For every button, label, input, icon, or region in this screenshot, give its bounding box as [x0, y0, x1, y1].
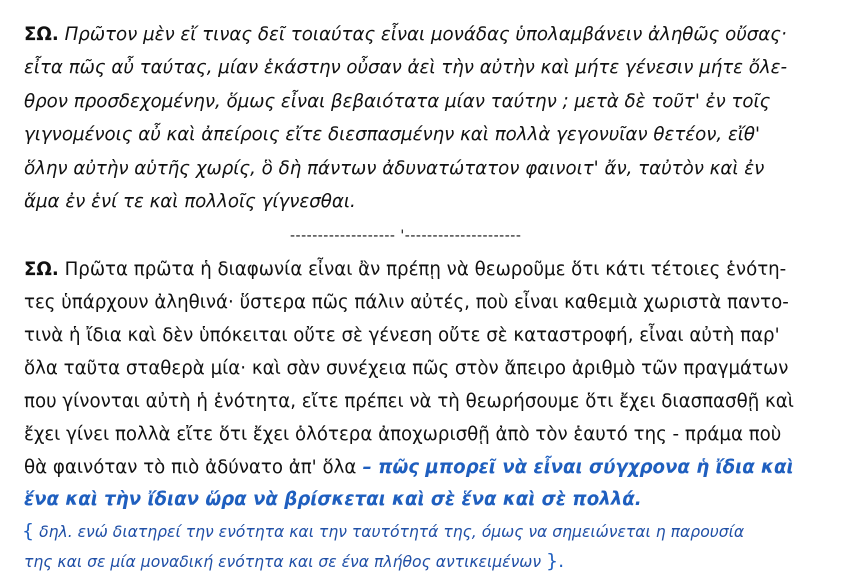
modern-line-2: τες ὑπάρχουν ἀληθινά· ὕστερα πῶς πάλιν αὐτές, ποὺ εἶναι καθεμιὰ χωριστὰ παντο- [24, 292, 789, 313]
modern-line-6: ἔχει γίνει πολλὰ εἴτε ὅτι ἔχει ὁλότερα ἀποχωρισθῇ ἀπὸ τὸν ἑαυτό της - πράμα ποὺ [24, 424, 782, 445]
modern-line-7 [24, 457, 794, 479]
open-brace: { [22, 520, 35, 542]
modern-line-5: που γίνονται αὐτὴ ἡ ἑνότητα, εἴτε πρέπει νὰ τὴ θεωρήσουμε ὅτι ἔχει διασπασθῇ καὶ [24, 391, 794, 412]
section-separator: ------------------- '--------------------- [290, 228, 522, 244]
note-line-2 [24, 550, 564, 573]
modern-line-4: ὅλα ταῦτα σταθερὰ μία· καὶ σὰν συνέχεια πῶς στὸν ἄπειρο ἀριθμὸ τῶν πραγμάτων [24, 358, 789, 379]
modern-text: Πρῶτα πρῶτα ἡ διαφωνία εἶναι ἂν πρέπῃ νὰ θεωροῦμε ὅτι κάτι τέτοιες ἑνότη- [64, 259, 787, 280]
speaker-label: ΣΩ. [24, 259, 59, 280]
ancient-line-4: γιγνομένοις αὖ καὶ ἀπείροις εἴτε διεσπασμένην καὶ πολλὰ γεγονυῖαν θετέον, εἴθ' [24, 124, 761, 145]
speaker-label: ΣΩ. [24, 24, 59, 45]
modern-line-8 [24, 489, 642, 511]
ancient-line-2: εἶτα πῶς αὖ ταύτας, μίαν ἑκάστην οὖσαν ἀεὶ τὴν αὐτὴν καὶ μήτε γένεσιν μήτε ὄλε- [24, 57, 788, 78]
close-brace: }. [546, 550, 565, 572]
ancient-line-5: ὅλην αὐτὴν αὑτῆς χωρίς, ὃ δὴ πάντων ἀδυνατώτατον φαινοιτ' ἄν, ταὐτὸν καὶ ἐν [24, 158, 765, 179]
modern-line-1 [24, 259, 786, 281]
emphasized-text: ἕνα καὶ τὴν ἴδιαν ὥρα νὰ βρίσκεται καὶ σὲ ἕνα καὶ σὲ πολλά. [24, 489, 642, 510]
modern-text: θὰ φαινόταν τὸ πιὸ ἀδύνατο ἀπ' ὅλα [24, 457, 357, 478]
emphasis-dash: – [356, 457, 379, 478]
note-line-1 [22, 520, 744, 543]
ancient-line-6: ἅμα ἐν ἑνί τε καὶ πολλοῖς γίγνεσθαι. [24, 191, 356, 212]
note-text: δηλ. ενώ διατηρεί την ενότητα και την ταυτότητά της, όμως να σημειώνεται η παρουσία [39, 523, 745, 541]
emphasized-text: πῶς μπορεῖ νὰ εἶναι σύγχρονα ἡ ἴδια καὶ [378, 457, 794, 478]
ancient-line-3: θρον προσδεχομένην, ὅμως εἶναι βεβαιότατα μίαν ταύτην ; μετὰ δὲ τοῦτ' ἐν τοῖς [24, 91, 771, 112]
note-text: της και σε μία μοναδική ενότητα και σε ένα πλήθος αντικειμένων [24, 553, 542, 571]
modern-line-3: τινὰ ἡ ἴδια καὶ δὲν ὑπόκειται οὔτε σὲ γένεση οὔτε σὲ καταστροφή, εἶναι αὐτὴ παρ' [24, 325, 780, 346]
ancient-line-1 [24, 24, 787, 46]
ancient-text: Πρῶτον μὲν εἴ τινας δεῖ τοιαύτας εἶναι μονάδας ὑπολαμβάνειν ἀληθῶς οὔσας· [64, 24, 787, 45]
